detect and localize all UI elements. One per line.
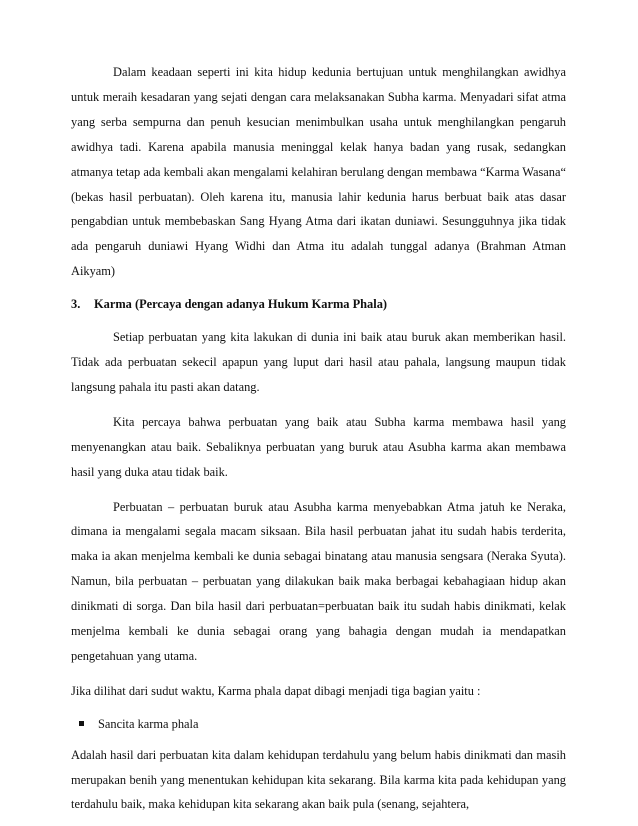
- paragraph-asubha-karma: Perbuatan – perbuatan buruk atau Asubha karma menyebabkan Atma jatuh ke Neraka, dimana ia mengalami segala macam siksaan. Bila hasil perbuatan jahat itu sudah habis terderita, maka ia akan menjelma kembali ke dunia sebagai binatang atau manusia sengsara (Neraka Syuta). Namun, bila perbuatan – perbuatan yang dilakukan baik maka berbagai kebahagiaan hidup akan dinikmati di sorga. Dan bila hasil dari perbuatan=perbuatan baik itu sudah habis dinikmati, kelak menjelma kembali ke dunia sebagai orang yang bahagia dengan mudah ia mendapatkan pengetahuan yang utama.: [71, 499, 566, 663]
- paragraph-subha-karma: Kita percaya bahwa perbuatan yang baik atau Subha karma membawa hasil yang menyenangkan atau baik. Sebaliknya perbuatan yang buruk atau Asubha karma akan membawa hasil yang duka atau tidak baik.: [71, 414, 566, 479]
- list-item-label: Sancita karma phala: [98, 716, 199, 731]
- section-title: Karma (Percaya dengan adanya Hukum Karma Phala): [94, 297, 388, 312]
- paragraph-setiap-perbuatan: Setiap perbuatan yang kita lakukan di dunia ini baik atau buruk akan memberikan hasil. Tidak ada perbuatan sekecil apapun yang luput dari hasil atau pahala, langsung maupun tidak langsung pahala itu pasti akan datang.: [71, 330, 566, 394]
- paragraph-sudut-waktu: Jika dilihat dari sudut waktu, Karma phala dapat dibagi menjadi tiga bagian yaitu :: [71, 683, 481, 698]
- square-bullet-icon: [79, 721, 84, 726]
- section-number: 3.: [71, 297, 81, 312]
- list-item-sancita: [71, 712, 566, 737]
- paragraph-sancita-definition: Adalah hasil dari perbuatan kita dalam kehidupan terdahulu yang belum habis dinikmati dan masih merupakan benih yang menentukan kehidupan kita sekarang. Bila karma kita pada kehidupan yang terdahulu baik, maka kehidupan kita sekarang akan baik pula (senang, sejahtera,: [71, 747, 566, 812]
- section-heading-karma: [71, 292, 566, 317]
- paragraph-awidhya: Dalam keadaan seperti ini kita hidup kedunia bertujuan untuk menghilangkan awidhya untuk meraih kesadaran yang sejati dengan cara melaksanakan Subha karma. Menyadari sifat atma yang serba sempurna dan penuh kesucian menimbulkan usaha untuk menghilangkan pengaruh awidhya tadi. Karena apabila manusia meninggal kelak hanya badan yang rusak, sedangkan atmanya tetap ada kembali akan mengalami kelahiran berulang dengan membawa “Karma Wasana“ (bekas hasil perbuatan). Oleh karena itu, manusia lahir kedunia harus berbuat baik atas dasar pengabdian untuk membebaskan Sang Hyang Atma dari ikatan duniawi. Sesungguhnya jika tidak ada pengaruh duniawi Hyang Widhi dan Atma itu adalah tunggal adanya (Brahman Atman Aikyam): [71, 65, 566, 279]
